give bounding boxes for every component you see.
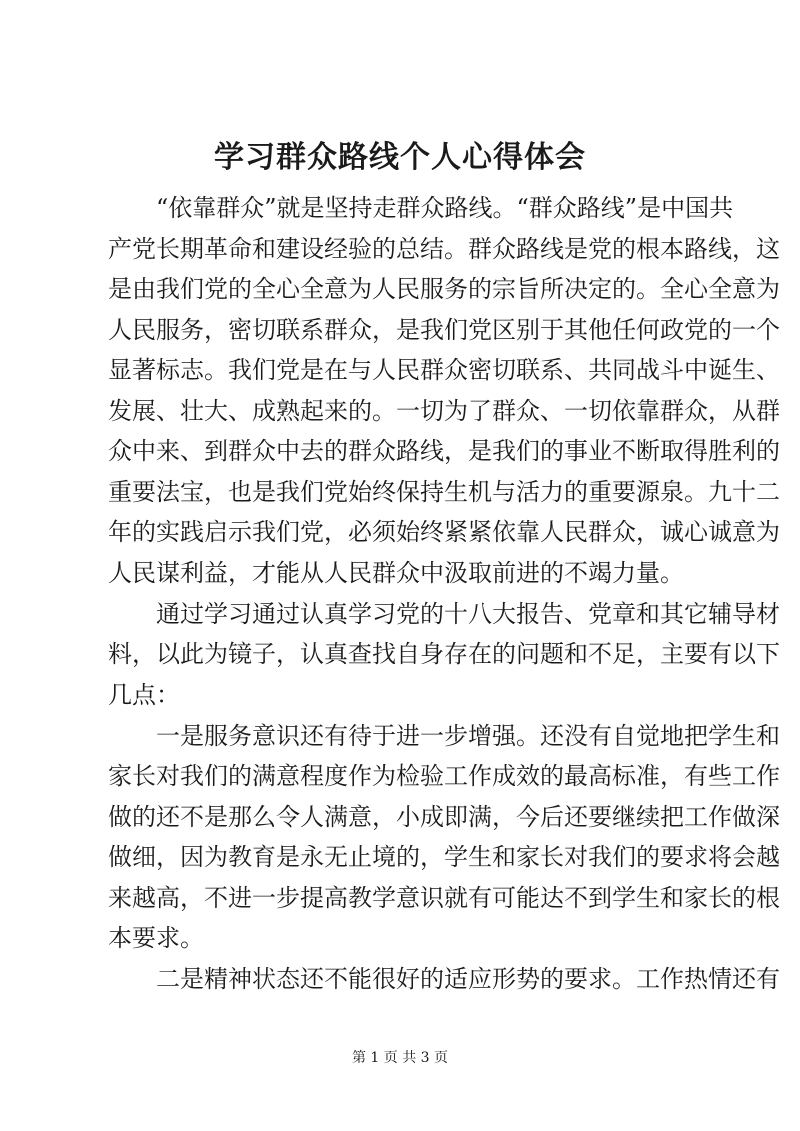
paragraph-line: 做细，因为教育是永无止境的，学生和家长对我们的要求将会越 [108,843,780,871]
paragraph-line: 来越高，不进一步提高教学意识就有可能达不到学生和家长的根 [108,883,780,912]
paragraph-line: “依靠群众”就是坚持走群众路线。“群众路线”是中国共 [108,194,734,222]
paragraph-line: 发展、壮大、成熟起来的。一切为了群众、一切依靠群众，从群 [108,396,780,425]
paragraph-2 [108,594,780,716]
paragraph-line: 是由我们党的全心全意为人民服务的宗旨所决定的。全心全意为 [108,275,780,303]
paragraph-line: 显著标志。我们党是在与人民群众密切联系、共同战斗中诞生、 [108,356,780,384]
paragraph-4 [108,959,780,1000]
paragraph-line: 做的还不是那么令人满意，小成即满，今后还要继续把工作做深 [108,802,780,831]
paragraph-3 [108,716,780,959]
paragraph-1 [108,188,780,593]
paragraph-line: 通过学习通过认真学习党的十八大报告、党章和其它辅导材 [108,599,780,628]
paragraph-line: 本要求。 [108,924,204,952]
paragraph-line: 年的实践启示我们党，必须始终紧紧依靠人民群众，诚心诚意为 [108,518,780,546]
paragraph-line: 料，以此为镜子，认真查找自身存在的问题和不足，主要有以下 [108,640,780,668]
document-body [108,188,780,1000]
paragraph-line: 家长对我们的满意程度作为检验工作成效的最高标准，有些工作 [108,762,780,790]
paragraph-line: 众中来、到群众中去的群众路线，是我们的事业不断取得胜利的 [108,437,780,465]
document-title: 学习群众路线个人心得体会 [214,140,586,175]
paragraph-line: 重要法宝，也是我们党始终保持生机与活力的重要源泉。九十二 [108,477,780,506]
paragraph-line: 几点： [108,680,180,709]
paragraph-line: 一是服务意识还有待于进一步增强。还没有自觉地把学生和 [108,721,780,750]
page-footer: 第 1 页 共 3 页 [351,1050,449,1066]
paragraph-line: 人民服务，密切联系群众，是我们党区别于其他任何政党的一个 [108,315,780,344]
paragraph-line: 人民谋利益，才能从人民群众中汲取前进的不竭力量。 [108,558,684,587]
paragraph-line: 二是精神状态还不能很好的适应形势的要求。工作热情还有 [108,965,780,993]
paragraph-line: 产党长期革命和建设经验的总结。群众路线是党的根本路线，这 [108,234,780,263]
